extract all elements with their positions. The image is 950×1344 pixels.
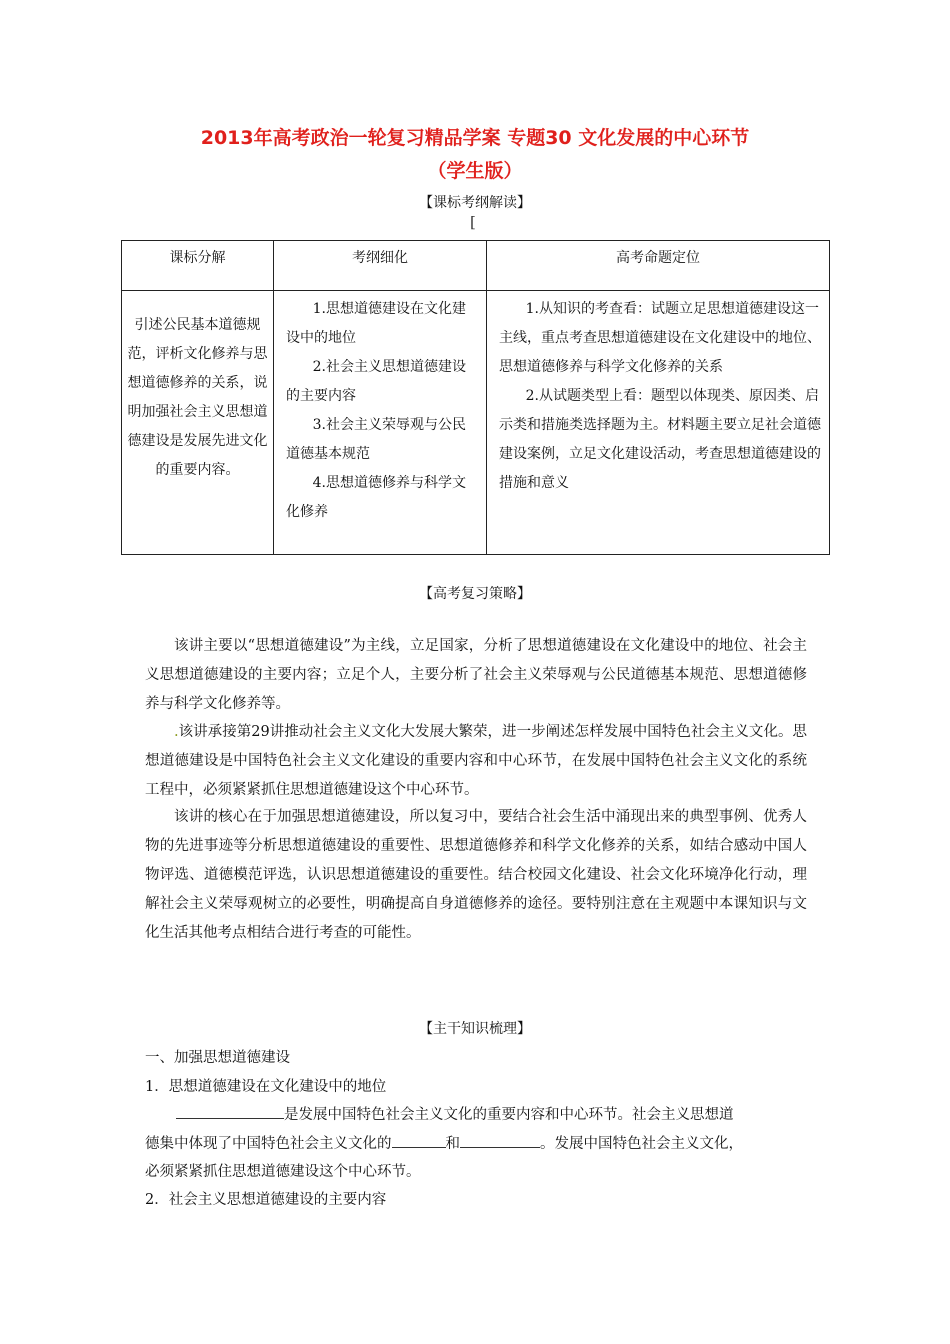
knowledge-heading-1-2: 2．社会主义思想道德建设的主要内容	[145, 1192, 387, 1208]
strategy-paragraph-2	[145, 718, 807, 805]
table-cell-outline	[274, 291, 487, 555]
fill-text: 德集中体现了中国特色社会主义文化的	[145, 1136, 392, 1152]
table-cell-exam-focus	[487, 291, 830, 555]
fill-text: 和	[445, 1136, 460, 1152]
document-subtitle: （学生版）	[427, 160, 523, 182]
fill-blank-line-3: 必须紧紧抓住思想道德建设这个中心环节。	[145, 1164, 421, 1180]
section-heading-strategy: 【高考复习策略】	[419, 586, 531, 602]
outline-item: 2.社会主义思想道德建设的主要内容	[286, 359, 466, 404]
strategy-paragraph-3: 该讲的核心在于加强思想道德建设，所以复习中，要结合社会生活中涌现出来的典型事例、优秀人物的先进事迹等分析思想道德建设的重要性、思想道德修养和科学文化修养的关系，如结合感动中国人物评选、道德模范评选，认识思想道德建设的重要性。结合校园文化建设、社会文化环境净化行动，理解社会主义荣辱观树立的必要性，明确提高自身道德修养的途径。要特别注意在主观题中本课知识与文化生活其他考点相结合进行考查的可能性。	[145, 809, 807, 941]
table-header-cell: 课标分解	[122, 241, 274, 291]
table-cell-standards: 引述公民基本道德规范，评析文化修养与思想道德修养的关系，说明加强社会主义思想道德建设是发展先进文化的重要内容。	[122, 291, 274, 555]
table-header-cell: 考纲细化	[274, 241, 487, 291]
outline-item: 3.社会主义荣辱观与公民道德基本规范	[286, 417, 466, 462]
outline-item: 4.思想道德修养与科学文化修养	[286, 475, 466, 520]
strategy-paragraph-2-text: 该讲承接第29讲推动社会主义文化大发展大繁荣，进一步阐述怎样发展中国特色社会主义文化。思想道德建设是中国特色社会主义文化建设的重要内容和中心环节，在发展中国特色社会主义文化的系统工程中，必须紧紧抓住思想道德建设这个中心环节。	[145, 724, 807, 798]
section-heading-knowledge: 【主干知识梳理】	[419, 1021, 531, 1037]
strategy-paragraph-1: 该讲主要以“思想道德建设”为主线，立足国家，分析了思想道德建设在文化建设中的地位、社会主义思想道德建设的主要内容；立足个人，主要分析了社会主义荣辱观与公民道德基本规范、思想道德修养与科学文化修养等。	[145, 638, 807, 712]
syllabus-table	[121, 240, 830, 555]
fill-text: 。发展中国特色社会主义文化，	[540, 1136, 743, 1152]
exam-focus-item: 2.从试题类型上看：题型以体现类、原因类、启示类和措施类选择题为主。材料题主要立足社会道德建设案例，立足文化建设活动，考查思想道德建设的措施和意义	[499, 388, 821, 491]
table-row	[122, 291, 830, 555]
fill-blank-line-2	[145, 1132, 743, 1153]
section-heading-syllabus: 【课标考纲解读】	[419, 195, 531, 211]
stray-mark: .	[174, 724, 179, 740]
knowledge-heading-1-1: 1．思想道德建设在文化建设中的地位	[145, 1079, 387, 1095]
outline-item: 1.思想道德建设在文化建设中的地位	[286, 301, 466, 346]
fill-blank[interactable]	[460, 1133, 540, 1148]
table-header-row	[122, 241, 830, 291]
fill-blank-line-1	[176, 1103, 734, 1124]
stray-bracket: [	[470, 213, 476, 231]
knowledge-heading-1: 一、加强思想道德建设	[145, 1050, 290, 1066]
fill-text: 是发展中国特色社会主义文化的重要内容和中心环节。社会主义思想道	[284, 1107, 734, 1123]
table-header-cell: 高考命题定位	[487, 241, 830, 291]
document-title: 2013年高考政治一轮复习精品学案 专题30 文化发展的中心环节	[200, 127, 750, 149]
exam-focus-item: 1.从知识的考查看：试题立足思想道德建设这一主线，重点考查思想道德建设在文化建设中的地位、思想道德修养与科学文化修养的关系	[499, 301, 821, 375]
fill-blank[interactable]	[392, 1133, 446, 1148]
fill-blank[interactable]	[176, 1104, 284, 1119]
